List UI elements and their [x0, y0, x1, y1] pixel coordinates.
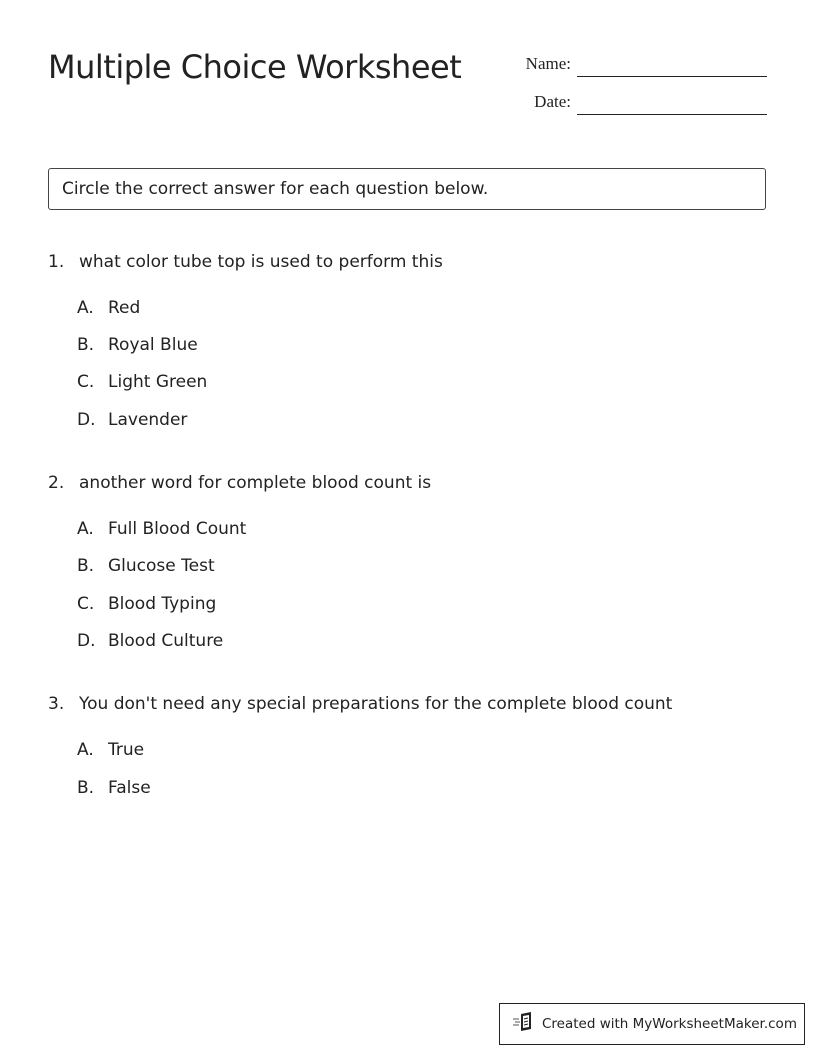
- option-text: Blood Typing: [108, 594, 217, 614]
- option-letter: B.: [77, 335, 95, 355]
- option-letter: A.: [77, 519, 94, 539]
- question-text: another word for complete blood count is: [79, 473, 432, 493]
- option-text: Glucose Test: [108, 556, 215, 576]
- question-text: You don't need any special preparations for the complete blood count: [79, 694, 673, 714]
- option-text: False: [108, 778, 151, 798]
- question-number: 3.: [48, 694, 65, 714]
- name-label: Name:: [525, 54, 571, 73]
- name-field: [500, 54, 571, 76]
- option-letter: D.: [77, 410, 96, 430]
- option-text: Light Green: [108, 372, 208, 392]
- option-text: Lavender: [108, 410, 188, 430]
- question-text: what color tube top is used to perform this: [79, 252, 443, 272]
- option-letter: D.: [77, 631, 96, 651]
- date-field: [500, 92, 571, 114]
- date-label: Date:: [534, 92, 571, 111]
- option-letter: C.: [77, 594, 95, 614]
- question-3: [48, 694, 768, 814]
- option-letter: A.: [77, 740, 94, 760]
- option-text: Full Blood Count: [108, 519, 247, 539]
- footer-text: Created with MyWorksheetMaker.com: [542, 1016, 797, 1032]
- question-2: [48, 473, 768, 663]
- page-title: Multiple Choice Worksheet: [48, 48, 462, 86]
- option-text: True: [108, 740, 145, 760]
- option-text: Red: [108, 298, 141, 318]
- option-text: Blood Culture: [108, 631, 224, 651]
- footer-badge[interactable]: [499, 1003, 805, 1045]
- question-1: [48, 252, 768, 442]
- question-number: 1.: [48, 252, 65, 272]
- option-letter: B.: [77, 556, 95, 576]
- question-number: 2.: [48, 473, 65, 493]
- instructions-box: Circle the correct answer for each question below.: [48, 168, 766, 210]
- option-text: Royal Blue: [108, 335, 198, 355]
- date-input-line[interactable]: [577, 114, 767, 115]
- option-letter: B.: [77, 778, 95, 798]
- option-letter: A.: [77, 298, 94, 318]
- name-input-line[interactable]: [577, 76, 767, 77]
- option-letter: C.: [77, 372, 95, 392]
- worksheet-logo-icon: [512, 1012, 542, 1036]
